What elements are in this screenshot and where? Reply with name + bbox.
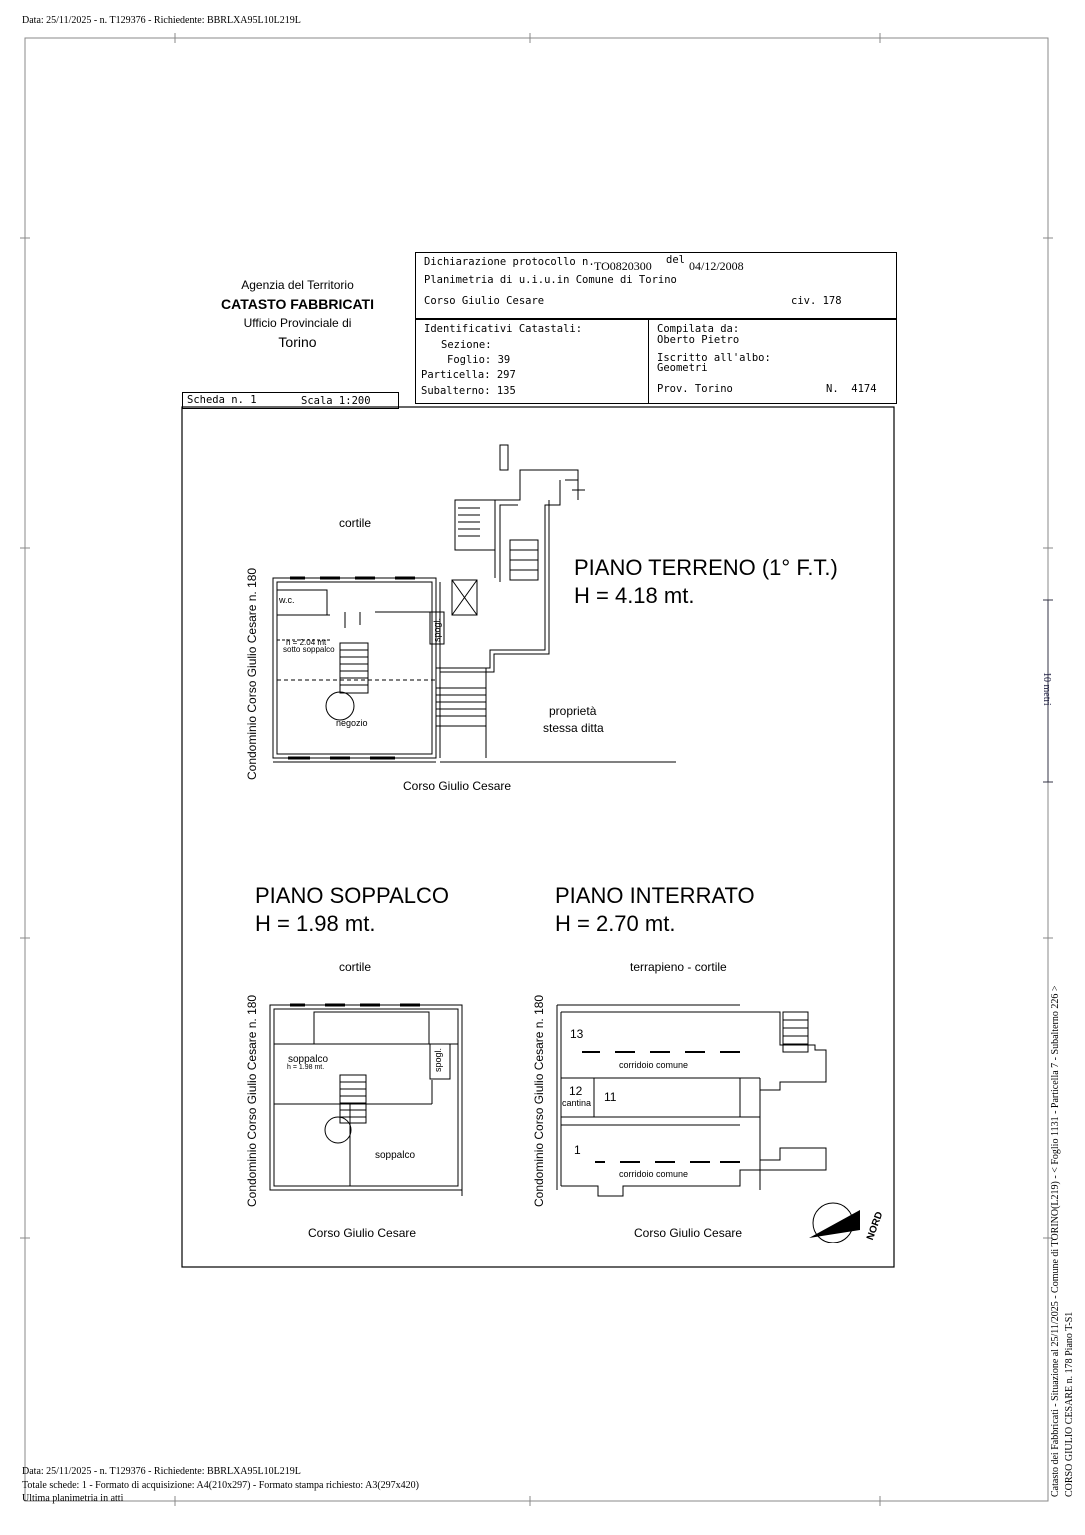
footer-line-3: Ultima planimetria in atti (22, 1493, 124, 1504)
cantina-label: cantina (562, 1098, 592, 1108)
wc-label: w.c. (279, 595, 295, 605)
ground-condominio-label: Condominio Corso Giulio Cesare n. 180 (245, 567, 259, 780)
protocol-label: Dichiarazione protocollo n. (424, 256, 595, 268)
north-arrow-icon (806, 1198, 866, 1243)
basement-street-label: Corso Giulio Cesare (634, 1226, 743, 1240)
soppalco-label-2: soppalco (375, 1150, 416, 1161)
side-text-line-1: Catasto dei Fabbricati - Situazione al 25/11/2025 - Comune di TORINO(L219) - < Foglio 1131 - Particella 7 - Subalterno 226 > (1050, 985, 1061, 1497)
side-text-line-2: CORSO GIULIO CESARE n. 178 Piano T-S1 (1064, 1311, 1075, 1497)
catasto-title: CATASTO FABBRICATI (221, 296, 374, 312)
unit-13-label: 13 (570, 1027, 584, 1041)
corridoio-label-2: corridoio comune (619, 1169, 689, 1179)
ground-height-note: h = 2.04 mt (286, 638, 327, 647)
stessa-ditta-label: stessa ditta (543, 721, 604, 735)
compilata-label: Compilata da: (657, 323, 740, 335)
unit-1-label: 1 (574, 1143, 581, 1157)
del-label: del (666, 254, 685, 266)
corridoio-label-1: corridoio comune (619, 1060, 689, 1070)
unit-12-label: 12 (569, 1084, 583, 1098)
office-city: Torino (278, 334, 317, 350)
albo-number: N. 4174 (826, 383, 877, 395)
mezzanine-title: PIANO SOPPALCO (255, 883, 449, 908)
agency-name: Agenzia del Territorio (241, 278, 354, 292)
civic-number: civ. 178 (791, 295, 842, 307)
declaration-date: 04/12/2008 (689, 259, 744, 273)
ground-spogl-label: spogl. (432, 617, 442, 642)
soppalco-height-note: h = 1.98 mt. (287, 1064, 325, 1071)
footer-line-2: Totale schede: 1 - Formato di acquisizione: A4(210x297) - Formato stampa richiesto: A3(297x420) (22, 1480, 419, 1491)
scheda-number: Scheda n. 1 (187, 394, 257, 406)
ground-street-label: Corso Giulio Cesare (403, 779, 512, 793)
ground-floor-height: H = 4.18 mt. (574, 583, 695, 608)
planimetry-line: Planimetria di u.i.u.in Comune di Torino (424, 274, 677, 286)
protocol-number: TO0820300 (594, 259, 652, 273)
mezzanine-street-label: Corso Giulio Cesare (308, 1226, 417, 1240)
foglio-value: Foglio: 39 (447, 354, 511, 366)
albo-value: Geometri (657, 362, 708, 374)
header-line: Data: 25/11/2025 - n. T129376 - Richiedente: BBRLXA95L10L219L (22, 15, 301, 26)
basement-condominio-label: Condominio Corso Giulio Cesare n. 180 (532, 994, 546, 1207)
province-value: Prov. Torino (657, 383, 733, 395)
scale-bar-label: 10 metri (1041, 672, 1052, 706)
footer-line-1: Data: 25/11/2025 - n. T129376 - Richiedente: BBRLXA95L10L219L (22, 1466, 301, 1477)
ground-cortile-label: cortile (339, 516, 372, 530)
identifiers-title: Identificativi Catastali: (424, 323, 583, 335)
mezzanine-cortile-label: cortile (339, 960, 372, 974)
mezzanine-spogl-label: spogl. (433, 1047, 443, 1072)
office-label: Ufficio Provinciale di (243, 316, 352, 330)
compiler-name: Oberto Pietro (657, 334, 740, 346)
particella-value: Particella: 297 (421, 369, 516, 381)
basement-title: PIANO INTERRATO (555, 883, 755, 908)
mezzanine-height: H = 1.98 mt. (255, 911, 376, 936)
sezione-label: Sezione: (441, 339, 492, 351)
soppalco-label-1: soppalco (288, 1054, 329, 1065)
north-label: NORD (865, 1210, 886, 1242)
subalterno-value: Subalterno: 135 (421, 385, 516, 397)
proprieta-label: proprietà (549, 704, 597, 718)
basement-height: H = 2.70 mt. (555, 911, 676, 936)
scale-value: Scala 1:200 (301, 395, 371, 407)
ground-floor-title: PIANO TERRENO (1° F.T.) (574, 555, 838, 580)
unit-11-label: 11 (604, 1090, 617, 1104)
mezzanine-condominio-label: Condominio Corso Giulio Cesare n. 180 (245, 994, 259, 1207)
ground-height-note-2: sotto soppalco (283, 645, 335, 654)
albo-label: Iscritto all'albo: (657, 352, 771, 364)
address-line: Corso Giulio Cesare (424, 295, 545, 307)
negozio-label: negozio (336, 718, 368, 728)
terrapieno-label: terrapieno - cortile (630, 960, 727, 974)
